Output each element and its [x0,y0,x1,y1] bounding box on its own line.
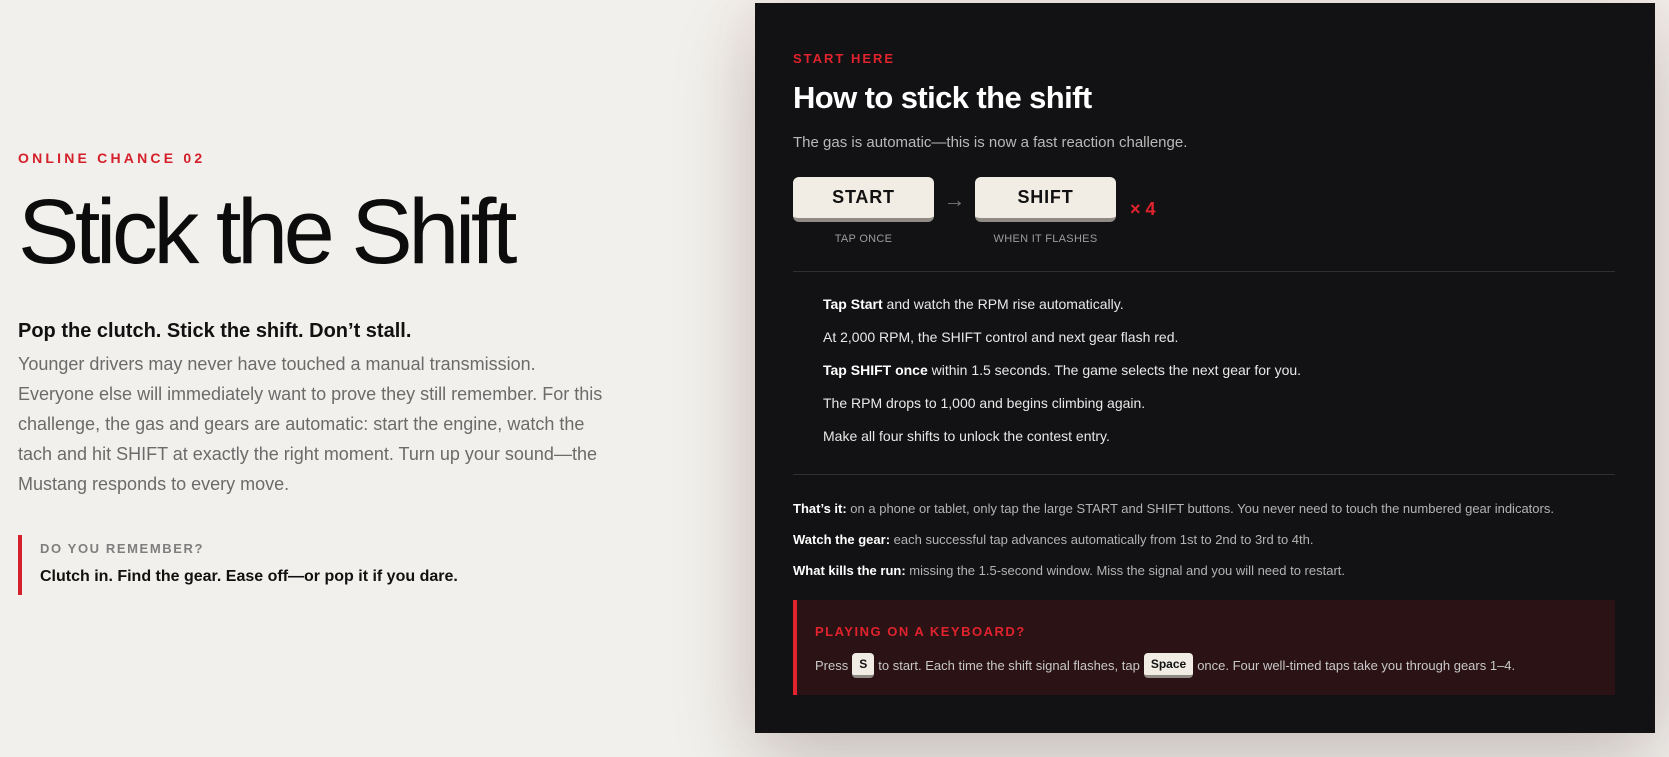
notes-list [793,493,1615,586]
step-item: The RPM drops to 1,000 and begins climbing again. [823,395,1146,411]
note-item: Watch the gear: each successful tap advances automatically from 1st to 2nd to 3rd to 4th. [793,532,1314,547]
space-key: Space [1144,653,1193,678]
chance-eyebrow: ONLINE CHANCE 02 [18,150,206,166]
keyboard-eyebrow: PLAYING ON A KEYBOARD? [815,624,1026,639]
note-item: What kills the run: missing the 1.5-second window. Miss the signal and you will need to restart. [793,563,1346,578]
callout-text: Clutch in. Find the gear. Ease off—or pop it if you dare. [40,568,458,585]
shift-control [975,177,1116,245]
shift-caption: WHEN IT FLASHES [993,233,1098,245]
divider [793,474,1615,475]
step-item: Make all four shifts to unlock the contest entry. [823,428,1110,444]
steps-list [793,272,1615,474]
instructions-panel [755,3,1655,733]
arrow-right-icon: → [943,187,966,212]
note-item: That’s it: on a phone or tablet, only tap the large START and SHIFT buttons. You never need to touch the numbered gear indicators. [793,501,1554,516]
control-diagram [793,177,1615,249]
s-key: S [852,653,874,678]
remember-callout [18,535,618,595]
start-caption: TAP ONCE [834,233,893,245]
page-title: Stick the Shift [18,181,513,283]
panel-eyebrow: START HERE [793,51,896,66]
repeat-count: × 4 [1130,199,1156,219]
keyboard-callout [793,600,1615,695]
keyboard-instructions: Press S to start. Each time the shift signal flashes, tap Space once. Four well-timed taps take you through gears 1–4. [815,653,1615,678]
intro-section [18,150,618,595]
step-item: Tap Start and watch the RPM rise automatically. [823,296,1124,312]
start-button-illustration: START [793,177,934,222]
intro-body: Younger drivers may never have touched a manual transmission. Everyone else will immediately want to prove they still remember. For this challenge, the gas and gears are automatic: start the engine, watch the tach and hit SHIFT at exactly the right moment. Turn up your sound—the Mustang responds to every move. [18,354,603,494]
panel-subtitle: The gas is automatic—this is now a fast reaction challenge. [793,134,1188,151]
callout-eyebrow: DO YOU REMEMBER? [40,541,205,556]
step-item: At 2,000 RPM, the SHIFT control and next gear flash red. [823,329,1179,345]
step-item: Tap SHIFT once within 1.5 seconds. The game selects the next gear for you. [823,362,1302,378]
start-control [793,177,934,245]
lede: Pop the clutch. Stick the shift. Don’t stall. [18,320,412,342]
panel-title: How to stick the shift [793,80,1092,115]
shift-button-illustration: SHIFT [975,177,1116,222]
